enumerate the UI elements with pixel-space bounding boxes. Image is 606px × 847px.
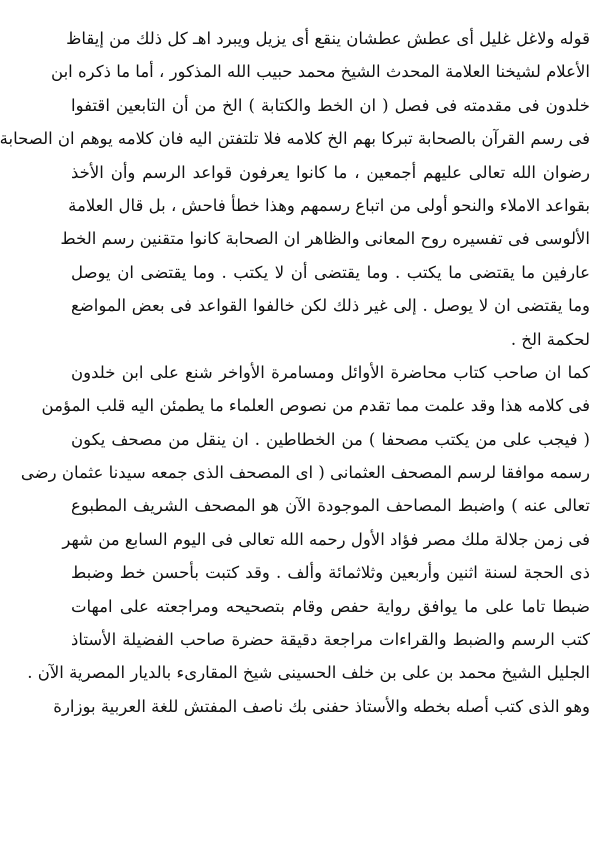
text-line: عارفين ما يقتضى ما يكتب . وما يقتضى أن لا يكتب . وما يقتضى ان يوصل (71, 262, 590, 282)
text-line: ضبطا تاما على ما يوافق رواية حفص وقام بتصحيحه ومراجعته على امهات (71, 596, 590, 616)
text-line: رضوان الله تعالى عليهم أجمعين ، ما كانوا يعرفون قواعد الرسم وأن الأخذ (71, 162, 590, 182)
text-line: الجليل الشيخ محمد بن على بن خلف الحسينى شيخ المقارىء بالديار المصرية الآن . (27, 663, 590, 683)
text-line: تعالى عنه ) واضبط المصاحف الموجودة الآن هو المصحف الشريف المطبوع (71, 496, 590, 516)
text-line: وما يقتضى ان لا يوصل . إلى غير ذلك لكن خالفوا القواعد فى بعض المواضع (71, 296, 590, 316)
text-line: وهو الذى كتب أصله بخطه والأستاذ حفنى بك ناصف المفتش للغة العربية بوزارة (53, 696, 590, 716)
text-line: ذى الحجة لسنة اثنين وأربعين وثلاثمائة وألف . وقد كتبت بأحسن خط وضبط (71, 563, 590, 583)
text-line: رسمه موافقا لرسم المصحف العثمانى ( اى المصحف الذى جمعه سيدنا عثمان رضى (20, 463, 590, 483)
text-line: كتب الرسم والضبط والقراءات مراجعة دقيقة حضرة صاحب الفضيلة الأستاذ (71, 630, 590, 650)
text-line: كما ان صاحب كتاب محاضرة الأوائل ومسامرة الأواخر شنع على ابن خلدون (71, 362, 590, 382)
text-line: الأعلام لشيخنا العلامة المحدث الشيخ محمد حبيب الله المذكور ، أما ما ذكره ابن (51, 62, 590, 82)
text-line: فى كلامه هذا وقد علمت مما تقدم من نصوص العلماء ما يطمئن اليه قلب المؤمن (41, 396, 590, 416)
text-line: خلدون فى مقدمته فى فصل ( ان الخط والكتابة ) الخ من أن التابعين اقتفوا (71, 95, 590, 115)
text-line: بقواعد الاملاء والنحو أولى من اتباع رسمهم وهذا خطأ فاحش ، بل قال العلامة (68, 195, 590, 215)
text-line: قوله ولاغل غليل أى عطش عطشان ينقع أى يزيل ويبرد اهـ كل ذلك من إيقاظ (66, 29, 590, 48)
text-line: الألوسى فى تفسيره روح المعانى والظاهر ان الصحابة كانوا متقنين رسم الخط (60, 229, 590, 249)
text-body (0, 22, 590, 723)
text-line: فى زمن جلالة ملك مصر فؤاد الأول رحمه الله تعالى فى اليوم السابع من شهر (62, 529, 590, 549)
text-line: فى رسم القرآن بالصحابة تبركا بهم الخ كلامه فلا تلتفتن اليه فان كلامه يوهم ان الصحابة (0, 129, 590, 149)
paragraph-end-line: لحكمة الخ . (510, 329, 590, 349)
text-line: ( فيجب على من يكتب مصحفا ) من الخطاطين . ان ينقل من مصحف يكون (71, 429, 590, 449)
